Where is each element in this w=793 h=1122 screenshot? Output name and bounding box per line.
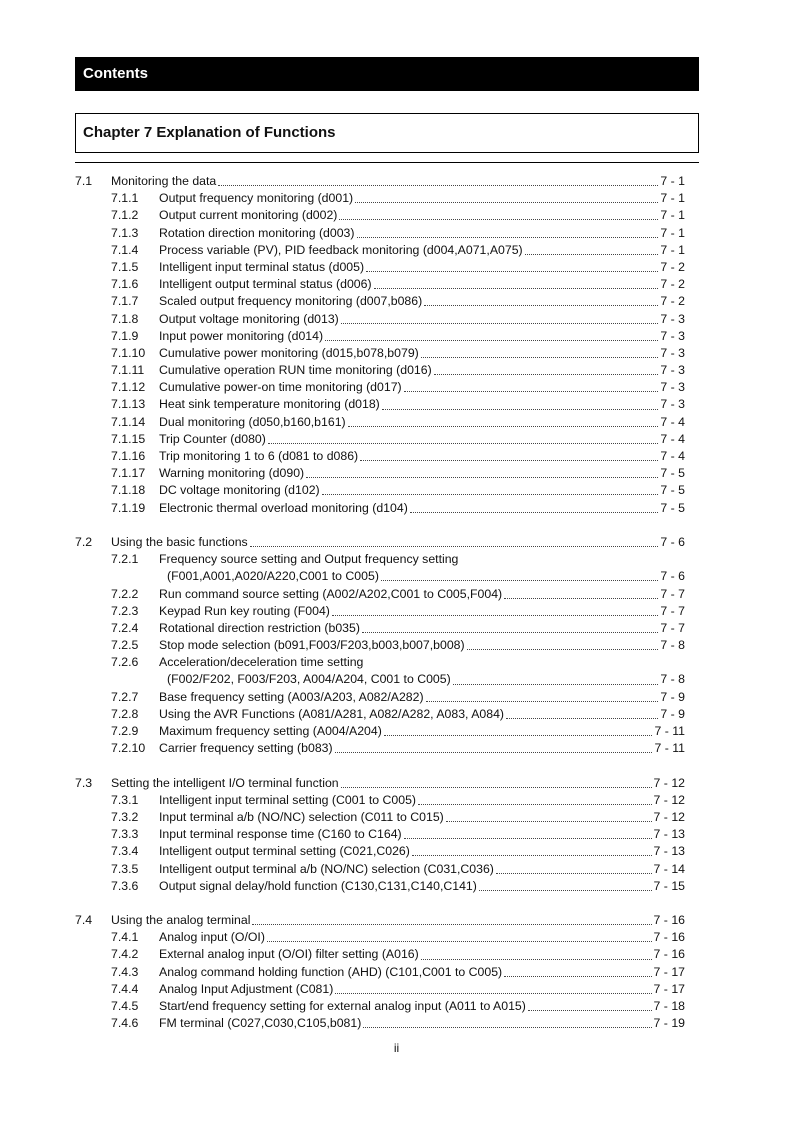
toc-leader-dots xyxy=(384,725,653,736)
toc-leader-dots xyxy=(341,777,652,788)
toc-entry-page: 7 - 7 xyxy=(660,586,685,601)
toc-entry-number: 7.4.3 xyxy=(111,964,139,979)
toc-leader-dots xyxy=(479,880,652,891)
toc-section-title: Using the analog terminal xyxy=(111,913,251,928)
toc-entry-title-continued: (F002/F202, F003/F203, A004/A204, C001 to C005) xyxy=(167,672,451,687)
toc-section-page: 7 - 1 xyxy=(660,174,685,188)
toc-leader-dots xyxy=(322,484,659,495)
toc-entry-page: 7 - 17 xyxy=(653,981,685,996)
toc-entry-title: Warning monitoring (d090) xyxy=(159,466,305,481)
toc-entry-page: 7 - 5 xyxy=(660,466,685,481)
toc-section xyxy=(75,912,685,1032)
toc-entry[interactable] xyxy=(75,328,685,345)
toc-entry-title: Using the AVR Functions (A081/A281, A082/A282, A083, A084) xyxy=(159,706,505,721)
toc-entry-title: Analog command holding function (AHD) (C101,C001 to C005) xyxy=(159,964,503,979)
toc-entry-number: 7.2.4 xyxy=(111,620,139,635)
toc-entry-number: 7.1.1 xyxy=(111,191,139,206)
toc-entry-title: Output current monitoring (d002) xyxy=(159,208,338,223)
toc-entry[interactable] xyxy=(75,311,685,328)
toc-entry-title: Heat sink temperature monitoring (d018) xyxy=(159,397,380,412)
toc-leader-dots xyxy=(374,278,659,289)
toc-entry-number: 7.1.12 xyxy=(111,380,146,395)
toc-leader-dots xyxy=(363,1017,651,1028)
toc-entry-number: 7.1.14 xyxy=(111,414,146,429)
toc-entry[interactable] xyxy=(75,190,685,207)
toc-entry-title: Frequency source setting and Output frequency setting xyxy=(159,552,459,567)
toc-leader-dots xyxy=(366,261,658,272)
toc-section xyxy=(75,173,685,517)
toc-entry-number: 7.3.1 xyxy=(111,792,139,807)
toc-entry[interactable] xyxy=(75,654,685,671)
toc-leader-dots xyxy=(332,605,659,616)
toc-entry-page: 7 - 9 xyxy=(660,706,685,721)
toc-entry-page: 7 - 2 xyxy=(660,277,685,292)
toc-leader-dots xyxy=(426,691,659,702)
toc-entry-number: 7.3.3 xyxy=(111,827,139,842)
toc-entry-page: 7 - 1 xyxy=(660,191,685,206)
toc-leader-dots xyxy=(341,313,659,324)
toc-entry[interactable] xyxy=(75,637,685,654)
toc-entry-number: 7.2.6 xyxy=(111,655,139,670)
toc-entry[interactable] xyxy=(75,706,685,723)
toc-entry-title: Trip monitoring 1 to 6 (d081 to d086) xyxy=(159,449,359,463)
toc-leader-dots xyxy=(525,244,659,255)
toc-entry-page: 7 - 19 xyxy=(653,1016,685,1031)
toc-entry-number: 7.1.8 xyxy=(111,311,139,326)
toc-leader-dots xyxy=(412,845,652,856)
toc-leader-dots xyxy=(325,330,658,341)
toc-leader-dots xyxy=(335,983,651,994)
toc-entry-page: 7 - 1 xyxy=(660,225,685,240)
toc-entry-title: Input power monitoring (d014) xyxy=(159,328,324,343)
toc-entry-number: 7.2.8 xyxy=(111,706,139,721)
toc-leader-dots xyxy=(404,828,652,839)
toc-entry-title: Scaled output frequency monitoring (d007,b086) xyxy=(159,294,423,309)
toc-entry[interactable] xyxy=(75,345,685,362)
toc-entry-title: Input terminal response time (C160 to C164) xyxy=(159,827,402,842)
toc-entry-title: Cumulative operation RUN time monitoring (d016) xyxy=(159,363,432,378)
contents-banner-title: Contents xyxy=(83,65,148,82)
toc-leader-dots xyxy=(496,863,652,874)
toc-entry-page: 7 - 13 xyxy=(653,844,685,859)
toc-entry-page: 7 - 8 xyxy=(660,638,685,653)
toc-entry-number: 7.1.17 xyxy=(111,466,146,481)
toc-entry-title: Process variable (PV), PID feedback monitoring (d004,A071,A075) xyxy=(159,242,523,257)
toc-entry[interactable] xyxy=(75,362,685,379)
toc-entry[interactable] xyxy=(75,500,685,517)
toc-entry-title: Intelligent input terminal setting (C001 to C005) xyxy=(159,792,417,807)
toc-leader-dots xyxy=(339,209,658,220)
toc-leader-dots xyxy=(504,588,658,599)
toc-entry[interactable] xyxy=(75,396,685,413)
toc-section-title: Setting the intelligent I/O terminal function xyxy=(111,775,339,790)
toc-leader-dots xyxy=(306,467,658,478)
toc-entry-title: Analog input (O/OI) xyxy=(159,930,265,945)
toc-entry-title: Base frequency setting (A003/A203, A082/A282) xyxy=(159,689,424,704)
toc-entry-page: 7 - 7 xyxy=(660,603,685,618)
toc-entry-number: 7.1.2 xyxy=(111,208,139,223)
toc-entry-page: 7 - 8 xyxy=(660,672,685,687)
toc-entry-title: Keypad Run key routing (F004) xyxy=(159,603,330,618)
toc-entry-page: 7 - 2 xyxy=(660,294,685,309)
toc-entry[interactable] xyxy=(75,586,685,603)
toc-entry-number: 7.3.4 xyxy=(111,844,139,859)
toc-leader-dots xyxy=(362,622,658,633)
toc-entry[interactable] xyxy=(75,929,685,946)
toc-entry-page: 7 - 3 xyxy=(660,380,685,395)
toc-section-title: Monitoring the data xyxy=(111,174,217,188)
toc-entry-section[interactable] xyxy=(75,534,685,551)
toc-entry-title: Cumulative power-on time monitoring (d017) xyxy=(159,380,402,395)
toc-entry-continuation[interactable] xyxy=(75,568,685,585)
toc-entry[interactable] xyxy=(75,809,685,826)
toc-entry-number: 7.1.3 xyxy=(111,225,139,240)
toc-entry-number: 7.1.9 xyxy=(111,328,139,343)
toc-entry-page: 7 - 9 xyxy=(660,689,685,704)
toc-leader-dots xyxy=(453,674,659,685)
toc-leader-dots xyxy=(418,794,652,805)
toc-divider xyxy=(75,162,699,163)
toc-section-number: 7.1 xyxy=(75,174,93,188)
toc-leader-dots xyxy=(528,1000,652,1011)
toc-entry-number: 7.2.7 xyxy=(111,689,139,704)
toc-entry[interactable] xyxy=(75,448,685,465)
toc-entry-section[interactable] xyxy=(75,173,685,190)
toc-entry[interactable] xyxy=(75,964,685,981)
toc-entry-number: 7.1.16 xyxy=(111,449,146,463)
toc-entry-page: 7 - 11 xyxy=(654,741,685,756)
toc-entry-title: External analog input (O/OI) filter setting (A016) xyxy=(159,947,419,962)
toc-entry-title: Acceleration/deceleration time setting xyxy=(159,655,364,670)
toc-entry-title: Output voltage monitoring (d013) xyxy=(159,311,339,326)
toc-leader-dots xyxy=(360,450,658,461)
toc-entry-page: 7 - 14 xyxy=(653,861,685,876)
toc-entry[interactable] xyxy=(75,242,685,259)
toc-entry-page: 7 - 17 xyxy=(653,964,685,979)
toc-leader-dots xyxy=(410,502,659,513)
toc-leader-dots xyxy=(382,399,659,410)
toc-entry[interactable] xyxy=(75,207,685,224)
toc-entry-title: Output frequency monitoring (d001) xyxy=(159,191,354,206)
toc-entry[interactable] xyxy=(75,740,685,757)
toc-entry-continuation[interactable] xyxy=(75,671,685,688)
toc-entry-title: Analog Input Adjustment (C081) xyxy=(159,981,334,996)
toc-entry-title: Trip Counter (d080) xyxy=(159,431,266,446)
toc-entry-page: 7 - 12 xyxy=(653,809,685,824)
toc-entry-title: Rotation direction monitoring (d003) xyxy=(159,225,355,240)
toc-entry-number: 7.1.7 xyxy=(111,294,139,309)
toc-entry-page: 7 - 5 xyxy=(660,483,685,498)
toc-section-page: 7 - 6 xyxy=(660,534,685,549)
toc-section-title: Using the basic functions xyxy=(111,534,248,549)
toc-entry-number: 7.1.4 xyxy=(111,242,139,257)
toc-entry-page: 7 - 7 xyxy=(660,620,685,635)
toc-section-number: 7.4 xyxy=(75,913,93,928)
toc-entry[interactable] xyxy=(75,293,685,310)
toc-entry-number: 7.1.19 xyxy=(111,500,146,515)
toc-entry-number: 7.4.2 xyxy=(111,947,139,962)
toc-entry-page: 7 - 2 xyxy=(660,259,685,274)
toc-entry-title: Output signal delay/hold function (C130,C131,C140,C141) xyxy=(159,878,477,893)
toc-leader-dots xyxy=(268,433,659,444)
toc-entry-section[interactable] xyxy=(75,775,685,792)
toc-entry-page: 7 - 15 xyxy=(653,878,685,893)
toc-entry-number: 7.4.6 xyxy=(111,1016,139,1031)
toc-entry-number: 7.1.6 xyxy=(111,277,139,292)
toc-entry[interactable] xyxy=(75,861,685,878)
toc-entry[interactable] xyxy=(75,620,685,637)
toc-entry[interactable] xyxy=(75,946,685,963)
toc-entry[interactable] xyxy=(75,551,685,568)
toc-entry[interactable] xyxy=(75,792,685,809)
toc-entry-page: 7 - 1 xyxy=(660,242,685,257)
toc-section-page: 7 - 16 xyxy=(653,913,685,928)
toc-entry[interactable] xyxy=(75,482,685,499)
toc-leader-dots xyxy=(250,536,659,547)
toc-entry-section[interactable] xyxy=(75,912,685,929)
toc-entry-number: 7.1.13 xyxy=(111,397,146,412)
toc-leader-dots xyxy=(446,811,652,822)
toc-entry-page: 7 - 3 xyxy=(660,397,685,412)
toc-section xyxy=(75,534,685,757)
toc-entry[interactable] xyxy=(75,878,685,895)
toc-leader-dots xyxy=(335,742,653,753)
contents-banner xyxy=(75,57,699,91)
toc-entry-number: 7.1.11 xyxy=(111,363,145,378)
toc-entry-number: 7.2.1 xyxy=(111,552,139,567)
toc-entry-page: 7 - 5 xyxy=(660,500,685,515)
toc-leader-dots xyxy=(506,708,658,719)
toc-entry-number: 7.4.1 xyxy=(111,930,139,945)
toc-entry-title: Intelligent output terminal status (d006) xyxy=(159,277,372,292)
toc-entry-number: 7.2.3 xyxy=(111,603,139,618)
toc-entry-page: 7 - 16 xyxy=(653,930,685,945)
toc-entry[interactable] xyxy=(75,603,685,620)
toc-entry-page: 7 - 1 xyxy=(660,208,685,223)
toc-entry-number: 7.2.9 xyxy=(111,724,139,738)
toc-entry-title: Rotational direction restriction (b035) xyxy=(159,620,360,635)
toc-entry[interactable] xyxy=(75,225,685,242)
toc-entry-page: 7 - 3 xyxy=(660,311,685,326)
toc-entry-title: Run command source setting (A002/A202,C001 to C005,F004) xyxy=(159,586,503,601)
toc-entry-number: 7.4.4 xyxy=(111,981,139,996)
toc-entry[interactable] xyxy=(75,414,685,431)
toc-entry-page: 7 - 11 xyxy=(654,724,685,738)
toc-entry-page: 7 - 13 xyxy=(653,827,685,842)
toc-entry-title: Cumulative power monitoring (d015,b078,b079) xyxy=(159,345,419,360)
toc-entry[interactable] xyxy=(75,723,685,740)
toc-entry[interactable] xyxy=(75,998,685,1015)
toc-entry-title: Start/end frequency setting for external analog input (A011 to A015) xyxy=(159,999,526,1013)
toc-entry-number: 7.1.10 xyxy=(111,345,146,360)
toc-entry[interactable] xyxy=(75,431,685,448)
toc-entry[interactable] xyxy=(75,1015,685,1032)
toc-entry-number: 7.4.5 xyxy=(111,999,139,1013)
toc-leader-dots xyxy=(348,416,659,427)
toc-entry-title: Intelligent output terminal a/b (NO/NC) selection (C031,C036) xyxy=(159,861,494,876)
toc-leader-dots xyxy=(252,914,651,925)
page-number: ii xyxy=(393,1041,400,1055)
toc-entry-title: Intelligent input terminal status (d005) xyxy=(159,259,365,274)
toc-entry-title: Maximum frequency setting (A004/A204) xyxy=(159,724,382,738)
toc-entry-page: 7 - 4 xyxy=(660,414,685,429)
toc-entry-number: 7.3.5 xyxy=(111,861,139,876)
chapter-title-box xyxy=(75,113,699,153)
toc-entry-title: Dual monitoring (d050,b160,b161) xyxy=(159,414,346,429)
toc-entry[interactable] xyxy=(75,981,685,998)
toc-leader-dots xyxy=(218,175,658,186)
toc-entry-number: 7.2.2 xyxy=(111,586,139,601)
toc-entry[interactable] xyxy=(75,259,685,276)
toc-leader-dots xyxy=(267,931,652,942)
toc-entry-page: 7 - 16 xyxy=(653,947,685,962)
toc-entry-title: Input terminal a/b (NO/NC) selection (C011 to C015) xyxy=(159,809,444,824)
toc-section-number: 7.2 xyxy=(75,534,93,549)
toc-entry-page: 7 - 3 xyxy=(660,345,685,360)
toc-entry-title: Intelligent output terminal setting (C021,C026) xyxy=(159,844,410,859)
toc-entry-title: DC voltage monitoring (d102) xyxy=(159,483,320,498)
toc-entry-page: 7 - 6 xyxy=(660,569,685,584)
toc-entry-title-continued: (F001,A001,A020/A220,C001 to C005) xyxy=(167,569,379,584)
toc-entry[interactable] xyxy=(75,826,685,843)
toc-entry-number: 7.2.10 xyxy=(111,741,146,756)
toc-entry[interactable] xyxy=(75,276,685,293)
toc-section xyxy=(75,775,685,895)
toc-entry-number: 7.2.5 xyxy=(111,638,139,653)
chapter-title: Chapter 7 Explanation of Functions xyxy=(83,124,336,141)
toc-leader-dots xyxy=(421,347,659,358)
toc-leader-dots xyxy=(434,364,659,375)
toc-entry-page: 7 - 4 xyxy=(660,449,685,463)
page-footer xyxy=(0,1041,793,1055)
toc-entry-number: 7.3.6 xyxy=(111,878,139,893)
toc-leader-dots xyxy=(381,570,658,581)
toc-entry-page: 7 - 3 xyxy=(660,328,685,343)
toc-section-number: 7.3 xyxy=(75,775,93,790)
toc-entry[interactable] xyxy=(75,843,685,860)
toc-section-page: 7 - 12 xyxy=(653,775,685,790)
toc-leader-dots xyxy=(504,966,651,977)
toc-entry-page: 7 - 12 xyxy=(653,792,685,807)
toc-entry-title: FM terminal (C027,C030,C105,b081) xyxy=(159,1016,362,1031)
toc-leader-dots xyxy=(467,639,659,650)
toc-entry-page: 7 - 3 xyxy=(660,363,685,378)
toc-entry-page: 7 - 4 xyxy=(660,431,685,446)
toc-leader-dots xyxy=(424,295,658,306)
toc-entry-title: Carrier frequency setting (b083) xyxy=(159,741,333,756)
toc-entry-page: 7 - 18 xyxy=(653,999,685,1013)
toc-entry-title: Stop mode selection (b091,F003/F203,b003,b007,b008) xyxy=(159,638,465,653)
toc-entry[interactable] xyxy=(75,379,685,396)
table-of-contents xyxy=(75,173,685,1050)
toc-entry-number: 7.3.2 xyxy=(111,809,139,824)
toc-entry-number: 7.1.5 xyxy=(111,259,139,274)
toc-leader-dots xyxy=(355,192,658,203)
toc-entry-number: 7.1.18 xyxy=(111,483,146,498)
toc-entry[interactable] xyxy=(75,465,685,482)
toc-entry[interactable] xyxy=(75,689,685,706)
toc-leader-dots xyxy=(357,227,659,238)
toc-entry-number: 7.1.15 xyxy=(111,431,146,446)
toc-leader-dots xyxy=(421,949,652,960)
toc-entry-title: Electronic thermal overload monitoring (d104) xyxy=(159,500,408,515)
toc-leader-dots xyxy=(404,381,659,392)
